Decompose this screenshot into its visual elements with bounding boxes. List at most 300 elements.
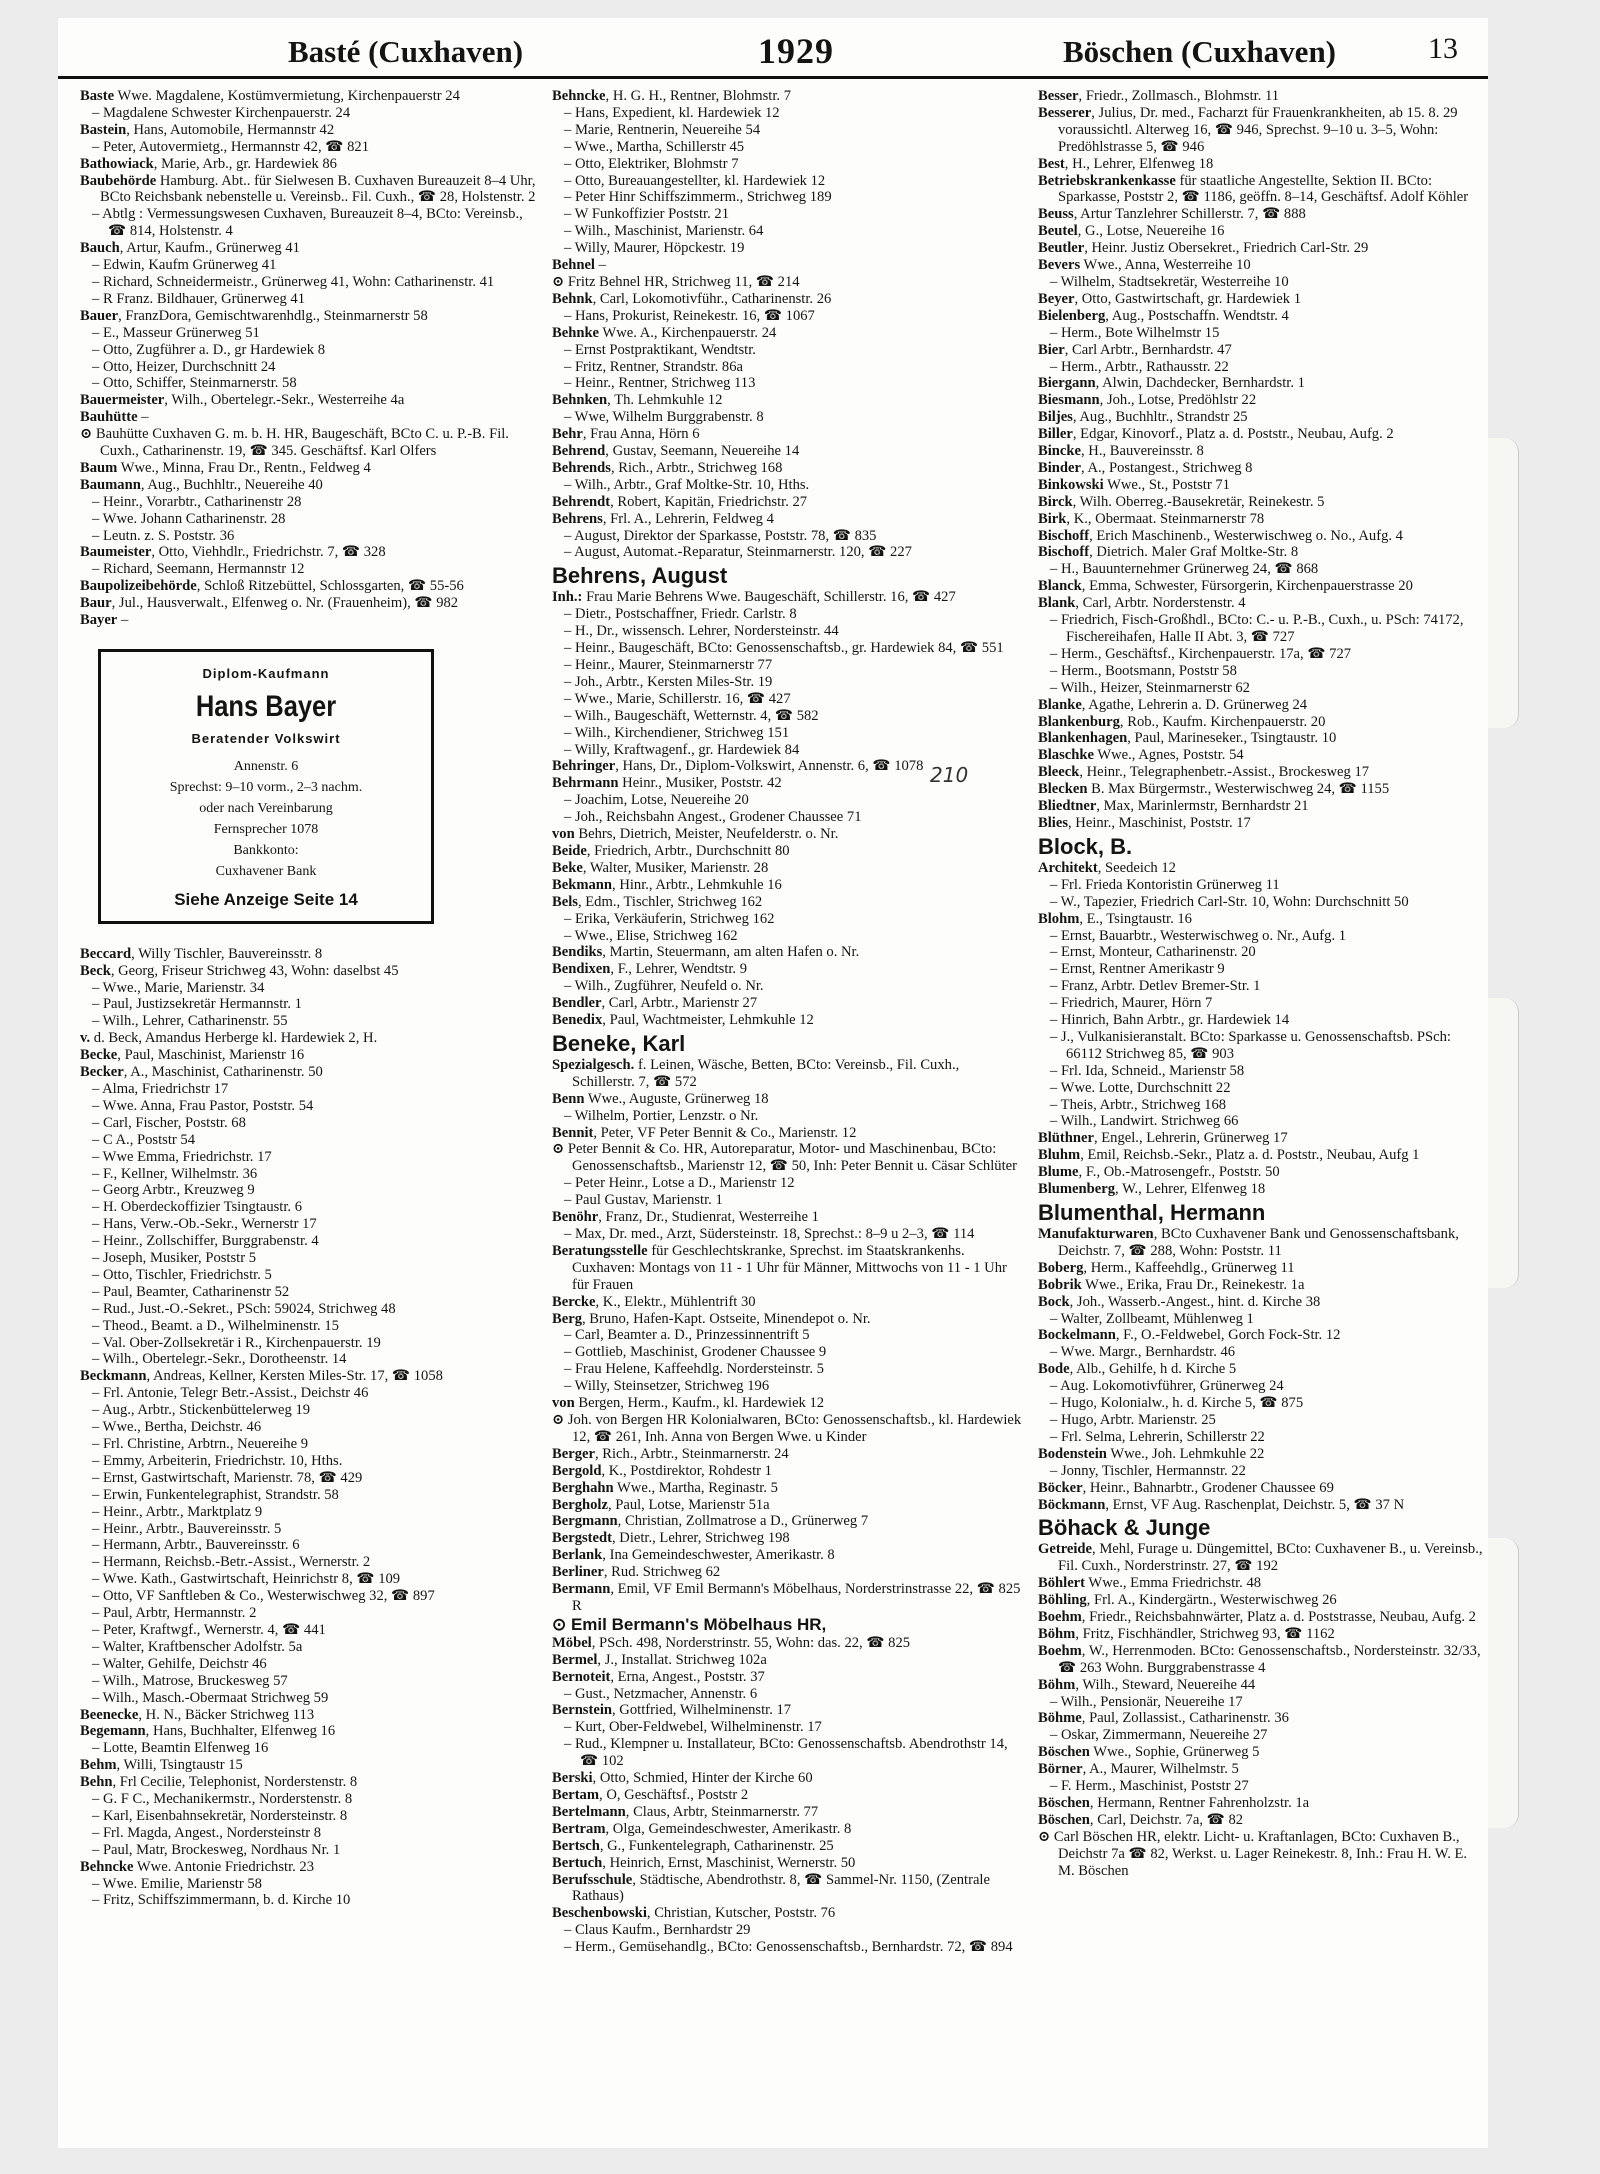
directory-entry: Benöhr, Franz, Dr., Studienrat, Westerreihe 1 <box>552 1209 819 1226</box>
ad-reference: Siehe Anzeige Seite 14 <box>174 889 358 909</box>
directory-entry: Bennit, Peter, VF Peter Bennit & Co., Marienstr. 12 <box>552 1124 857 1141</box>
directory-entry: Bathowiack, Marie, Arb., gr. Hardewiek 86 <box>80 155 337 172</box>
directory-entry: – H. Oberdeckoffizier Tsingtaustr. 6 <box>92 1199 302 1216</box>
directory-entry: Blank, Carl, Arbtr. Norderstenstr. 4 <box>1038 595 1246 612</box>
directory-entry: Behrends, Rich., Arbtr., Strichweg 168 <box>552 459 783 476</box>
directory-entry: Benedix, Paul, Wachtmeister, Lehmkuhle 12 <box>552 1012 814 1029</box>
column-3-entries-b <box>1038 860 1484 1198</box>
handwritten-note: 210 <box>930 763 969 787</box>
directory-entry: – Wilh., Heizer, Steinmarnerstr 62 <box>1050 679 1250 696</box>
directory-entry: – F. Herm., Maschinist, Poststr 27 <box>1050 1778 1249 1795</box>
directory-entry: – Heinr., Baugeschäft, BCto: Genossenschaftsb., gr. Hardewiek 84, ☎ 551 <box>564 640 1004 657</box>
directory-entry: – Marie, Rentnerin, Neuereihe 54 <box>564 121 761 138</box>
directory-entry: Bevers Wwe., Anna, Westerreihe 10 <box>1038 257 1251 274</box>
directory-entry: – Dietr., Postschaffner, Friedr. Carlstr. 8 <box>564 606 797 623</box>
directory-entry: Bleeck, Heinr., Telegraphenbetr.-Assist., Brockesweg 17 <box>1038 764 1370 781</box>
directory-entry: Böhm, Fritz, Fischhändler, Strichweg 93, ☎ 1162 <box>1038 1625 1335 1642</box>
directory-entry: Blüthner, Engel., Lehrerin, Grünerweg 17 <box>1038 1130 1288 1147</box>
directory-entry: Getreide, Mehl, Furage u. Düngemittel, BCto: Cuxhavener B., u. Vereinsb., Fil. Cuxh., Norderstrinstr. 27, ☎ 192 <box>1038 1541 1483 1575</box>
directory-entry: Böhm, Wilh., Steward, Neuereihe 44 <box>1038 1676 1256 1693</box>
directory-entry: – Max, Dr. med., Arzt, Südersteinstr. 18, Sprechst.: 8–9 u 2–3, ☎ 114 <box>564 1226 975 1242</box>
directory-entry: – Richard, Seemann, Hermannstr 12 <box>92 561 305 578</box>
directory-entry: Behnel – <box>552 257 606 274</box>
directory-entry: – Georg Arbtr., Kreuzweg 9 <box>92 1182 255 1199</box>
directory-entry: – Walter, Gehilfe, Deichstr 46 <box>92 1655 267 1672</box>
directory-entry: Benn Wwe., Auguste, Grünerweg 18 <box>552 1090 769 1107</box>
ad-name: Hans Bayer <box>195 689 337 723</box>
bold-heading-entry: Beneke, Karl <box>552 1030 686 1056</box>
directory-entry: v. d. Beck, Amandus Herberge kl. Hardewiek 2, H. <box>80 1030 378 1047</box>
directory-entry: – Alma, Friedrichstr 17 <box>92 1080 229 1097</box>
directory-entry: – Wwe., Bertha, Deichstr. 46 <box>92 1419 262 1436</box>
directory-entry: – Abtlg : Vermessungswesen Cuxhaven, Bureauzeit 8–4, BCto: Vereinsb., ☎ 814, Holstenstr. 4 <box>92 206 523 240</box>
directory-entry: Blanck, Emma, Schwester, Fürsorgerin, Kirchenpauerstrasse 20 <box>1038 578 1413 595</box>
directory-entry: – Wwe., Elise, Strichweg 162 <box>564 927 738 944</box>
directory-entry: Best, H., Lehrer, Elfenweg 18 <box>1038 155 1214 172</box>
directory-entry: – Ernst, Gastwirtschaft, Marienstr. 78, ☎ 429 <box>92 1469 363 1486</box>
directory-entry: Bier, Carl Arbtr., Bernhardstr. 47 <box>1038 341 1232 358</box>
directory-entry: – Peter, Autovermietg., Hermannstr 42, ☎ 821 <box>92 138 369 155</box>
directory-entry: Beschenbowski, Christian, Kutscher, Poststr. 76 <box>552 1905 836 1922</box>
directory-entry: – Wilh., Baugeschäft, Wetternstr. 4, ☎ 582 <box>564 707 819 724</box>
directory-entry: ⊙ Carl Böschen HR, elektr. Licht- u. Kraftanlagen, BCto: Cuxhaven B., Deichstr 7a ☎ 82, Werkst. u. Lager Reinekestr. 8, Inh.: Frau H. W. E. M. Böschen <box>1038 1828 1468 1879</box>
directory-entry: Böschen, Carl, Deichstr. 7a, ☎ 82 <box>1038 1811 1244 1828</box>
directory-entry: – Heinr., Maurer, Steinmarnerstr 77 <box>564 657 773 673</box>
directory-entry: Blankenhagen, Paul, Marineseker., Tsingtaustr. 10 <box>1038 730 1337 747</box>
directory-entry: – Oskar, Zimmermann, Neuereihe 27 <box>1050 1727 1268 1744</box>
directory-entry: – Joachim, Lotse, Neuereihe 20 <box>564 792 749 809</box>
ad-profession: Beratender Volkswirt <box>191 730 341 746</box>
directory-entry: – August, Automat.-Reparatur, Steinmarnerstr. 120, ☎ 227 <box>564 544 912 561</box>
directory-entry: – Otto, Elektriker, Blohmstr 7 <box>564 155 739 172</box>
directory-entry: Bauch, Artur, Kaufm., Grünerweg 41 <box>80 240 300 257</box>
directory-entry: – H., Bauunternehmer Grünerweg 24, ☎ 868 <box>1050 561 1319 578</box>
directory-entry: – Erwin, Funkentelegraphist, Strandstr. 58 <box>92 1486 339 1503</box>
directory-entry: – Willy, Steinsetzer, Strichweg 196 <box>564 1378 770 1395</box>
directory-entry: – Frl. Frieda Kontoristin Grünerweg 11 <box>1050 876 1280 893</box>
column-2-entries-a <box>552 88 1024 561</box>
directory-entry: Betriebskrankenkasse für staatliche Angestellte, Sektion II. BCto: Sparkasse, Poststr 2, ☎ 1186, geöffn. 8–14, Geschäftsf. Adolf Köhler <box>1038 172 1469 206</box>
directory-entry: – Rud., Just.-O.-Sekret., PSch: 59024, Strichweg 48 <box>92 1300 396 1317</box>
directory-entry: Baupolizeibehörde, Schloß Ritzebüttel, Schlossgarten, ☎ 55-56 <box>80 578 464 595</box>
directory-entry: – Herm., Arbtr., Rathausstr. 22 <box>1050 358 1229 375</box>
directory-entry: – Friedrich, Maurer, Hörn 7 <box>1050 995 1213 1012</box>
directory-entry: – Paul, Beamter, Catharinenstr 52 <box>92 1283 290 1300</box>
directory-entry: Birck, Wilh. Oberreg.-Bausekretär, Reinekestr. 5 <box>1038 493 1325 510</box>
directory-entry: Bluhm, Emil, Reichsb.-Sekr., Platz a. d. Poststr., Neubau, Aufg 1 <box>1038 1147 1420 1164</box>
directory-entry: Behnk, Carl, Lokomotivführ., Catharinenstr. 26 <box>552 290 832 307</box>
directory-entry: von Behrs, Dietrich, Meister, Neufelderstr. o. Nr. <box>552 826 839 843</box>
directory-entry: Begemann, Hans, Buchhalter, Elfenweg 16 <box>80 1723 336 1740</box>
directory-entry: – Wilh., Matrose, Bruckesweg 57 <box>92 1672 288 1689</box>
directory-entry: Beccard, Willy Tischler, Bauvereinsstr. 8 <box>80 945 323 962</box>
directory-entry: – Wilh., Kirchendiener, Strichweg 151 <box>564 724 790 741</box>
directory-entry: – Hugo, Arbtr. Marienstr. 25 <box>1050 1411 1216 1428</box>
directory-entry: – Aug. Lokomotivführer, Grünerweg 24 <box>1050 1378 1284 1395</box>
directory-entry: Bergholz, Paul, Lotse, Marienstr 51a <box>552 1496 770 1513</box>
directory-entry: – Theod., Beamt. a D., Wilhelminenstr. 15 <box>92 1317 339 1334</box>
directory-entry: – Peter Heinr., Lotse a D., Marienstr 12 <box>564 1175 795 1192</box>
directory-entry: Birk, K., Obermaat. Steinmarnerstr 78 <box>1038 510 1265 527</box>
directory-entry: Bels, Edm., Tischler, Strichweg 162 <box>552 893 763 910</box>
directory-entry: – Ernst, Rentner Amerikastr 9 <box>1050 961 1225 978</box>
directory-entry: – August, Direktor der Sparkasse, Poststr. 78, ☎ 835 <box>564 527 877 544</box>
directory-entry: Bendixen, F., Lehrer, Wendtstr. 9 <box>552 961 748 978</box>
directory-entry: – Jonny, Tischler, Hermannstr. 22 <box>1050 1462 1246 1479</box>
directory-entry: – Fritz, Schiffszimmermann, b. d. Kirche 10 <box>92 1892 351 1909</box>
directory-entry: Bliedtner, Max, Marinlermstr, Bernhardstr 21 <box>1038 798 1309 815</box>
directory-entry: – Otto, VF Sanftleben & Co., Westerwischweg 32, ☎ 897 <box>92 1588 435 1605</box>
directory-entry: – Wilh., Zugführer, Neufeld o. Nr. <box>564 978 764 995</box>
directory-entry: Böhling, Frl. A., Kindergärtn., Westerwischweg 26 <box>1038 1592 1337 1609</box>
column-1 <box>80 88 536 2148</box>
directory-entry: Behncke Wwe. Antonie Friedrichstr. 23 <box>80 1858 315 1875</box>
directory-entry: – Frl. Selma, Lehrerin, Schillerstr 22 <box>1050 1428 1265 1445</box>
page-header <box>58 18 1488 78</box>
directory-entry: Beyer, Otto, Gastwirtschaft, gr. Hardewiek 1 <box>1038 290 1302 307</box>
directory-entry: – Paul Gustav, Marienstr. 1 <box>564 1192 723 1209</box>
directory-entry: Bincke, H., Bauvereinsstr. 8 <box>1038 443 1204 460</box>
directory-entry: ⊙ Bauhütte Cuxhaven G. m. b. H. HR, Baugeschäft, BCto C. u. P.-B. Fil. Cuxh., Catharinenstr. 19, ☎ 345. Geschäftsf. Karl Olfers <box>80 426 509 460</box>
directory-entry: Blaschke Wwe., Agnes, Poststr. 54 <box>1038 747 1244 764</box>
directory-entry: Biljes, Aug., Buchhltr., Strandstr 25 <box>1038 409 1248 426</box>
directory-entry: – F., Kellner, Wilhelmstr. 36 <box>92 1165 258 1182</box>
directory-entry: Bercke, K., Elektr., Mühlentrift 30 <box>552 1293 756 1310</box>
directory-entry: – Richard, Schneidermeistr., Grünerweg 41, Wohn: Catharinenstr. 41 <box>92 273 495 290</box>
ad-phone: Fernsprecher 1078 <box>213 821 319 837</box>
directory-entry: – Wilhelm, Stadtsekretär, Westerreihe 10 <box>1050 273 1289 290</box>
directory-entry: – Fritz, Rentner, Strandstr. 86a <box>564 358 743 375</box>
directory-entry: Böhme, Paul, Zollassist., Catharinenstr. 36 <box>1038 1710 1289 1727</box>
directory-entry: – Wilh., Obertelegr.-Sekr., Dorotheenstr. 14 <box>92 1351 347 1368</box>
directory-entry: – Edwin, Kaufm Grünerweg 41 <box>92 257 277 274</box>
directory-entry: Bastein, Hans, Automobile, Hermannstr 42 <box>80 121 335 138</box>
column-3-entries-d <box>1038 1541 1484 1879</box>
directory-entry: Beckmann, Andreas, Kellner, Kersten Miles-Str. 17, ☎ 1058 <box>80 1368 443 1385</box>
directory-entry: Behm, Willi, Tsingtaustr 15 <box>80 1757 243 1774</box>
directory-entry: – Otto, Schiffer, Steinmarnerstr. 58 <box>92 375 297 392</box>
directory-entry: Bischoff, Dietrich. Maler Graf Moltke-Str. 8 <box>1038 544 1299 561</box>
thumb-index-edge <box>1488 18 1518 2148</box>
directory-entry: Becke, Paul, Maschinist, Marienstr 16 <box>80 1047 305 1064</box>
directory-entry: Spezialgesch. f. Leinen, Wäsche, Betten, BCto: Vereinsb., Fil. Cuxh., Schillerstr. 7, ☎ 572 <box>552 1056 960 1090</box>
directory-entry: Bernstein, Gottfried, Wilhelminenstr. 17 <box>552 1702 792 1719</box>
directory-entry: – Wilhelm, Portier, Lenzstr. o Nr. <box>564 1107 759 1124</box>
directory-entry: Behrmann Heinr., Musiker, Poststr. 42 <box>552 775 782 792</box>
directory-entry: – Hans, Verw.-Ob.-Sekr., Wernerstr 17 <box>92 1216 317 1233</box>
directory-entry: ⊙ Peter Bennit & Co. HR, Autoreparatur, Motor- und Maschinenbau, BCto: Genossenschaftsb., Marienstr 12, ☎ 50, Inh: Peter Bennit u. Cäsar Schlüter <box>552 1141 1017 1175</box>
directory-entry: – Frl. Christine, Arbtrn., Neuereihe 9 <box>92 1436 309 1452</box>
directory-entry: Bockelmann, F., O.-Feldwebel, Gorch Fock-Str. 12 <box>1038 1327 1341 1344</box>
directory-entry: Baur, Jul., Hausverwalt., Elfenweg o. Nr. (Frauenheim), ☎ 982 <box>80 595 459 612</box>
directory-entry: Beenecke, H. N., Bäcker Strichweg 113 <box>80 1706 315 1723</box>
directory-entry: Bekmann, Hinr., Arbtr., Lehmkuhle 16 <box>552 876 782 893</box>
directory-entry: Bermann, Emil, VF Emil Bermann's Möbelhaus, Norderstrinstrasse 22, ☎ 825 R <box>552 1581 1021 1614</box>
directory-entry: – Wwe., Martha, Schillerstr 45 <box>564 138 745 155</box>
directory-entry: Bendler, Carl, Arbtr., Marienstr 27 <box>552 995 758 1012</box>
directory-entry: – Hermann, Arbtr., Bauvereinsstr. 6 <box>92 1537 300 1554</box>
directory-entry: Biller, Edgar, Kinovorf., Platz a. d. Poststr., Neubau, Aufg. 2 <box>1038 426 1394 443</box>
directory-entry: – Theis, Arbtr., Strichweg 168 <box>1050 1096 1227 1113</box>
directory-entry: – Herm., Bote Wilhelmstr 15 <box>1050 324 1220 341</box>
bold-heading-entry: ⊙ Emil Bermann's Möbelhaus HR, <box>552 1614 827 1634</box>
column-2-entries-c <box>552 1057 1024 1615</box>
directory-entry: – Heinr., Vorarbtr., Catharinenstr 28 <box>92 493 302 510</box>
directory-entry: Bertelmann, Claus, Arbtr, Steinmarnerstr. 77 <box>552 1803 819 1820</box>
directory-entry: Beke, Walter, Musiker, Marienstr. 28 <box>552 859 769 876</box>
directory-entry: – Ernst, Monteur, Catharinenstr. 20 <box>1050 944 1256 961</box>
ad-hours: Sprechst: 9–10 vorm., 2–3 nachm. <box>169 779 363 795</box>
directory-entry: ⊙ Fritz Behnel HR, Strichweg 11, ☎ 214 <box>552 273 800 290</box>
directory-entry: – Otto, Bureauangestellter, kl. Hardewiek 12 <box>564 172 826 189</box>
directory-entry: – W., Tapezier, Friedrich Carl-Str. 10, Wohn: Durchschnitt 50 <box>1050 893 1409 910</box>
directory-entry: Beutel, G., Lotse, Neuereihe 16 <box>1038 223 1225 240</box>
directory-entry: Beck, Georg, Friseur Strichweg 43, Wohn: daselbst 45 <box>80 962 399 979</box>
directory-entry: Besser, Friedr., Zollmasch., Blohmstr. 11 <box>1038 88 1280 104</box>
column-1-entries-b <box>80 946 536 1910</box>
bold-heading-entry: Böhack & Junge <box>1038 1515 1211 1541</box>
directory-entry: – G. F C., Mechanikermstr., Norderstenstr. 8 <box>92 1791 353 1808</box>
directory-entry: Böcker, Heinr., Bahnarbtr., Grodener Chaussee 69 <box>1038 1479 1334 1496</box>
directory-entry: Binder, A., Postangest., Strichweg 8 <box>1038 459 1253 476</box>
page-number: 13 <box>1428 32 1458 65</box>
directory-entry: Baum Wwe., Minna, Frau Dr., Rentn., Feldweg 4 <box>80 459 371 476</box>
header-left-entry: Basté (Cuxhaven) <box>288 34 524 69</box>
ad-address: Annenstr. 6 <box>233 758 299 774</box>
directory-entry: Berg, Bruno, Hafen-Kapt. Ostseite, Minendepot o. Nr. <box>552 1310 871 1327</box>
directory-entry: – Gust., Netzmacher, Annenstr. 6 <box>564 1685 758 1702</box>
directory-page <box>58 18 1488 2148</box>
directory-entry: – Willy, Maurer, Höpckestr. 19 <box>564 240 745 257</box>
directory-entry: Berger, Rich., Arbtr., Steinmarnerstr. 24 <box>552 1445 789 1462</box>
directory-entry: – Hans, Prokurist, Reinekestr. 16, ☎ 1067 <box>564 307 815 324</box>
directory-entry: – Wwe. Margr., Bernhardstr. 46 <box>1050 1344 1236 1361</box>
directory-entry: Biesmann, Joh., Lotse, Predöhlstr 22 <box>1038 392 1257 409</box>
directory-entry: Bauermeister, Wilh., Obertelegr.-Sekr., Westerreihe 4a <box>80 392 405 409</box>
header-rule <box>58 76 1488 79</box>
directory-entry: – Joh., Reichsbahn Angest., Grodener Chaussee 71 <box>564 809 862 826</box>
directory-entry: Behnken, Th. Lehmkuhle 12 <box>552 392 723 409</box>
directory-entry: Behnke Wwe. A., Kirchenpauerstr. 24 <box>552 324 777 341</box>
directory-entry: Boehm, Friedr., Reichsbahnwärter, Platz a. d. Poststrasse, Neubau, Aufg. 2 <box>1038 1609 1476 1626</box>
directory-entry: Blumenberg, W., Lehrer, Elfenweg 18 <box>1038 1181 1266 1198</box>
directory-entry: von Bergen, Herm., Kaufm., kl. Hardewiek 12 <box>552 1395 825 1412</box>
directory-entry: – Frl. Magda, Angest., Nordersteinstr 8 <box>92 1824 322 1841</box>
directory-entry: – Peter, Kraftwgf., Wernerstr. 4, ☎ 441 <box>92 1621 326 1638</box>
directory-entry: Bauer, FranzDora, Gemischtwarenhdlg., Steinmarnerstr 58 <box>80 307 428 324</box>
directory-entry: – Paul, Arbtr, Hermannstr. 2 <box>92 1605 257 1622</box>
directory-entry: – Otto, Tischler, Friedrichstr. 5 <box>92 1266 272 1283</box>
ad-hours-note: oder nach Vereinbarung <box>199 800 333 816</box>
column-2 <box>552 88 1024 2148</box>
directory-entry: – Joh., Arbtr., Kersten Miles-Str. 19 <box>564 673 773 690</box>
directory-entry: Bielenberg, Aug., Postschaffn. Wendtstr. 4 <box>1038 307 1289 324</box>
directory-entry: – Wwe Emma, Friedrichstr. 17 <box>92 1148 272 1165</box>
directory-entry: ⊙ Joh. von Bergen HR Kolonialwaren, BCto: Genossenschaftsb., kl. Hardewiek 12, ☎ 261, Inh. Anna von Bergen Wwe. u Kinder <box>552 1411 1022 1445</box>
directory-entry: Baste Wwe. Magdalene, Kostümvermietung, Kirchenpauerstr 24 <box>80 88 460 104</box>
column-3 <box>1038 88 1484 2148</box>
directory-entry: – Herm., Geschäftsf., Kirchenpauerstr. 17a, ☎ 727 <box>1050 645 1352 662</box>
directory-entry: Bertsch, G., Funkentelegraph, Catharinenstr. 25 <box>552 1837 834 1854</box>
bold-heading-entry: Block, B. <box>1038 833 1133 859</box>
directory-entry: – Leutn. z. S. Poststr. 36 <box>92 527 235 544</box>
directory-entry: Baubehörde Hamburg. Abt.. für Sielwesen B. Cuxhaven Bureauzeit 8–4 Uhr, BCto Reichsbank nebenstelle u. Vereinsb.. Fil. Cuxh., ☎ 28, Holstenstr. 2 <box>80 172 536 206</box>
advertisement-box <box>98 649 434 924</box>
directory-entry: – Wwe., Marie, Schillerstr. 16, ☎ 427 <box>564 690 791 707</box>
directory-entry: – Frl. Antonie, Telegr Betr.-Assist., Deichstr 46 <box>92 1385 369 1402</box>
directory-entry: – Lotte, Beamtin Elfenweg 16 <box>92 1740 269 1757</box>
directory-entry: – Wwe, Wilhelm Burggrabenstr. 8 <box>564 409 764 426</box>
directory-entry: – Erika, Verkäuferin, Strichweg 162 <box>564 910 775 927</box>
directory-entry: – Herm., Bootsmann, Poststr 58 <box>1050 662 1237 679</box>
directory-entry: Besserer, Julius, Dr. med., Facharzt für Frauenkrankheiten, ab 15. 8. 29 voraussichtl. Alterweg 16, ☎ 946, Sprechst. 9–10 u. 3–5, Wohn: Predöhlstrasse 5, ☎ 946 <box>1038 104 1458 155</box>
directory-entry: Inh.: Frau Marie Behrens Wwe. Baugeschäft, Schillerstr. 16, ☎ 427 <box>552 589 956 606</box>
directory-entry: Baumann, Aug., Buchhltr., Neuereihe 40 <box>80 476 323 493</box>
directory-entry: – Wwe., Marie, Marienstr. 34 <box>92 979 265 996</box>
directory-entry: – Gottlieb, Maschinist, Grodener Chaussee 9 <box>564 1344 827 1361</box>
directory-entry: – Franz, Arbtr. Detlev Bremer-Str. 1 <box>1050 978 1261 995</box>
directory-entry: – Joseph, Musiker, Poststr 5 <box>92 1250 257 1267</box>
directory-entry: – Wilh., Pensionär, Neuereihe 17 <box>1050 1693 1243 1710</box>
directory-entry: Behrend, Gustav, Seemann, Neuereihe 14 <box>552 443 800 460</box>
directory-entry: – Willy, Kraftwagenf., gr. Hardewiek 84 <box>564 741 800 758</box>
directory-entry: Beutler, Heinr. Justiz Obersekret., Friedrich Carl-Str. 29 <box>1038 240 1369 257</box>
directory-entry: – Heinr., Arbtr., Bauvereinsstr. 5 <box>92 1520 282 1537</box>
directory-entry: Bertram, Olga, Gemeindeschwester, Amerikastr. 8 <box>552 1820 852 1837</box>
directory-entry: – Wwe. Lotte, Durchschnitt 22 <box>1050 1079 1231 1096</box>
directory-entry: Binkowski Wwe., St., Poststr 71 <box>1038 476 1230 493</box>
ad-bank-label: Bankkonto: <box>233 842 299 858</box>
directory-entry: – Wilh., Maschinist, Marienstr. 64 <box>564 223 764 240</box>
directory-entry: Böckmann, Ernst, VF Aug. Raschenplat, Deichstr. 5, ☎ 37 N <box>1038 1496 1405 1513</box>
directory-entry: – Hinrich, Bahn Arbtr., gr. Hardewiek 14 <box>1050 1012 1290 1029</box>
directory-entry: Behrens, Frl. A., Lehrerin, Feldweg 4 <box>552 510 774 527</box>
directory-entry: Berghahn Wwe., Martha, Reginastr. 5 <box>552 1479 778 1496</box>
directory-entry: – Kurt, Ober-Feldwebel, Wilhelminenstr. 17 <box>564 1719 822 1736</box>
directory-entry: Bodenstein Wwe., Joh. Lehmkuhle 22 <box>1038 1445 1265 1462</box>
directory-entry: Behrendt, Robert, Kapitän, Friedrichstr. 27 <box>552 493 808 510</box>
directory-entry: – Hans, Expedient, kl. Hardewiek 12 <box>564 104 780 121</box>
directory-entry: – Aug., Arbtr., Stickenbüttelerweg 19 <box>92 1402 311 1419</box>
header-year: 1929 <box>758 31 834 71</box>
directory-entry: – Wwe. Kath., Gastwirtschaft, Heinrichstr 8, ☎ 109 <box>92 1571 401 1588</box>
directory-entry: Bendiks, Martin, Steuermann, am alten Hafen o. Nr. <box>552 944 860 961</box>
directory-entry: – Rud., Klempner u. Installateur, BCto: Genossenschaftsb. Abendrothstr 14, ☎ 102 <box>564 1736 1008 1770</box>
directory-entry: Boberg, Herm., Kaffeehdlg., Grünerweg 11 <box>1038 1259 1295 1276</box>
directory-entry: – E., Masseur Grünerweg 51 <box>92 324 260 341</box>
directory-entry: – Peter Hinr Schiffszimmerm., Strichweg 189 <box>564 189 832 206</box>
directory-entry: Boehm, W., Herrenmoden. BCto: Genossenschaftsb., Nordersteinstr. 32/33, ☎ 263 Wohn. Burggrabenstrasse 4 <box>1038 1642 1481 1676</box>
directory-entry: Berski, Otto, Schmied, Hinter der Kirche 60 <box>552 1770 813 1787</box>
directory-entry: Blecken B. Max Bürgermstr., Westerwischweg 24, ☎ 1155 <box>1038 781 1390 798</box>
bold-heading-entry: Behrens, August <box>552 563 728 589</box>
directory-entry: – Wwe. Emilie, Marienstr 58 <box>92 1875 262 1892</box>
directory-entry: – Heinr., Arbtr., Marktplatz 9 <box>92 1503 263 1520</box>
directory-entry: – Heinr., Rentner, Strichweg 113 <box>564 375 756 392</box>
directory-entry: – Magdalene Schwester Kirchenpauerstr. 24 <box>92 104 351 121</box>
directory-entry: – Ernst, Bauarbtr., Westerwischweg o. Nr., Aufg. 1 <box>1050 927 1347 944</box>
directory-entry: Böhlert Wwe., Emma Friedrichstr. 48 <box>1038 1575 1262 1592</box>
directory-entry: – Wilh., Masch.-Obermaat Strichweg 59 <box>92 1689 329 1706</box>
directory-entry: Behringer, Hans, Dr., Diplom-Volkswirt, Annenstr. 6, ☎ 1078 <box>552 758 924 775</box>
directory-entry: Bayer – <box>80 612 129 629</box>
ad-title-line: Diplom-Kaufmann <box>202 666 330 681</box>
column-3-entries-c <box>1038 1226 1484 1513</box>
directory-entry: – R Franz. Bildhauer, Grünerweg 41 <box>92 290 305 307</box>
directory-entry: – Wilh., Arbtr., Graf Moltke-Str. 10, Hths. <box>564 476 810 493</box>
directory-entry: – Wwe. Anna, Frau Pastor, Poststr. 54 <box>92 1097 314 1114</box>
directory-entry: – Claus Kaufm., Bernhardstr 29 <box>564 1922 751 1939</box>
directory-entry: Biergann, Alwin, Dachdecker, Bernhardstr. 1 <box>1038 375 1305 392</box>
directory-entry: – Ernst Postpraktikant, Wendtstr. <box>564 341 756 358</box>
directory-entry: Blume, F., Ob.-Matrosengefr., Poststr. 50 <box>1038 1164 1280 1181</box>
directory-entry: Baumeister, Otto, Viehhdlr., Friedrichstr. 7, ☎ 328 <box>80 544 386 561</box>
column-3-entries-a <box>1038 88 1484 832</box>
directory-entry: Bischoff, Erich Maschinenb., Westerwischweg o. No., Aufg. 4 <box>1038 527 1403 544</box>
directory-entry: – Hermann, Reichsb.-Betr.-Assist., Wernerstr. 2 <box>92 1554 371 1571</box>
directory-entry: – Friedrich, Fisch-Großhdl., BCto: C.- u. P.-B., Cuxh., u. PSch: 74172, Fischereihafen, Halle II Abt. 3, ☎ 727 <box>1050 612 1464 645</box>
directory-entry: Böschen Wwe., Sophie, Grünerweg 5 <box>1038 1744 1260 1761</box>
directory-entry: Beide, Friedrich, Arbtr., Durchschnitt 80 <box>552 842 790 859</box>
directory-entry: Berlank, Ina Gemeindeschwester, Amerikastr. 8 <box>552 1547 835 1564</box>
column-2-entries-d <box>552 1635 1024 1956</box>
directory-entry: – Walter, Zollbeamt, Mühlenweg 1 <box>1050 1310 1254 1327</box>
directory-entry: – Walter, Kraftbenscher Adolfstr. 5a <box>92 1638 303 1655</box>
directory-entry: – Wilh., Lehrer, Catharinenstr. 55 <box>92 1013 288 1030</box>
directory-entry: Bergmann, Christian, Zollmatrose a D., Grünerweg 7 <box>552 1513 869 1530</box>
directory-entry: – J., Vulkanisieranstalt. BCto: Sparkasse u. Genossenschaftsb. PSch: 66112 Strichweg 85, ☎ 903 <box>1050 1028 1451 1062</box>
column-2-entries-b <box>552 589 1024 1029</box>
directory-entry: Becker, A., Maschinist, Catharinenstr. 50 <box>80 1064 323 1081</box>
directory-entry: Blankenburg, Rob., Kaufm. Kirchenpauerstr. 20 <box>1038 713 1326 730</box>
directory-entry: – W Funkoffizier Poststr. 21 <box>564 206 729 223</box>
directory-entry: – Val. Ober-Zollsekretär i R., Kirchenpauerstr. 19 <box>92 1334 381 1351</box>
directory-entry: – Carl, Fischer, Poststr. 68 <box>92 1114 246 1131</box>
directory-entry: – Hugo, Kolonialw., h. d. Kirche 5, ☎ 875 <box>1050 1395 1304 1412</box>
directory-entry: Beuss, Artur Tanzlehrer Schillerstr. 7, ☎ 888 <box>1038 206 1306 223</box>
directory-entry: – Wilh., Landwirt. Strichweg 66 <box>1050 1113 1239 1130</box>
directory-entry: Bobrik Wwe., Erika, Frau Dr., Reinekestr. 1a <box>1038 1276 1305 1293</box>
directory-entry: Möbel, PSch. 498, Norderstrinstr. 55, Wohn: das. 22, ☎ 825 <box>552 1634 911 1651</box>
directory-entry: Behr, Frau Anna, Hörn 6 <box>552 426 700 443</box>
directory-entry: Berliner, Rud. Strichweg 62 <box>552 1564 721 1581</box>
header-right-entry: Böschen (Cuxhaven) <box>1063 34 1337 69</box>
directory-entry: Blohm, E., Tsingtaustr. 16 <box>1038 910 1192 927</box>
directory-entry: Bermel, J., Installat. Strichweg 102a <box>552 1651 767 1668</box>
directory-entry: Bertam, O, Geschäftsf., Poststr 2 <box>552 1787 749 1803</box>
directory-entry: Berufsschule, Städtische, Abendrothstr. 8, ☎ Sammel-Nr. 1150, (Zentrale Rathaus) <box>552 1871 990 1905</box>
directory-entry: Bauhütte – <box>80 409 149 426</box>
directory-entry: – C A., Poststr 54 <box>92 1131 195 1148</box>
directory-entry: – H., Dr., wissensch. Lehrer, Nordersteinstr. 44 <box>564 623 839 640</box>
directory-entry: Beratungsstelle für Geschlechtskranke, Sprechst. im Staatskrankenhs. Cuxhaven: Montags von 11 - 1 Uhr für Männer, Mittwochs von 11 - 1 Uhr für Frauen <box>552 1242 1007 1293</box>
directory-entry: – Frau Helene, Kaffeehdlg. Nordersteinstr. 5 <box>564 1361 824 1378</box>
column-1-entries-a <box>80 88 536 629</box>
directory-entry: – Frl. Ida, Schneid., Marienstr 58 <box>1050 1062 1245 1079</box>
directory-entry: Böschen, Hermann, Rentner Fahrenholzstr. 1a <box>1038 1795 1310 1811</box>
ad-bank: Cuxhavener Bank <box>215 863 317 879</box>
directory-entry: Blies, Heinr., Maschinist, Poststr. 17 <box>1038 814 1251 831</box>
directory-entry: Börner, A., Maurer, Wilhelmstr. 5 <box>1038 1761 1239 1778</box>
directory-entry: Manufakturwaren, BCto Cuxhavener Bank und Genossenschaftsbank, Deichstr. 7, ☎ 288, Wohn: Poststr. 11 <box>1038 1226 1459 1259</box>
directory-entry: – Karl, Eisenbahnsekretär, Nordersteinstr. 8 <box>92 1807 348 1824</box>
directory-entry: – Carl, Beamter a. D., Prinzessinnentrift 5 <box>564 1327 810 1344</box>
directory-entry: Blanke, Agathe, Lehrerin a. D. Grünerweg 24 <box>1038 696 1308 713</box>
directory-entry: Bock, Joh., Wasserb.-Angest., hint. d. Kirche 38 <box>1038 1293 1321 1310</box>
directory-entry: – Paul, Matr, Brockesweg, Nordhaus Nr. 1 <box>92 1841 341 1858</box>
directory-entry: – Otto, Heizer, Durchschnitt 24 <box>92 358 276 375</box>
bold-heading-entry: Blumenthal, Hermann <box>1038 1200 1266 1225</box>
